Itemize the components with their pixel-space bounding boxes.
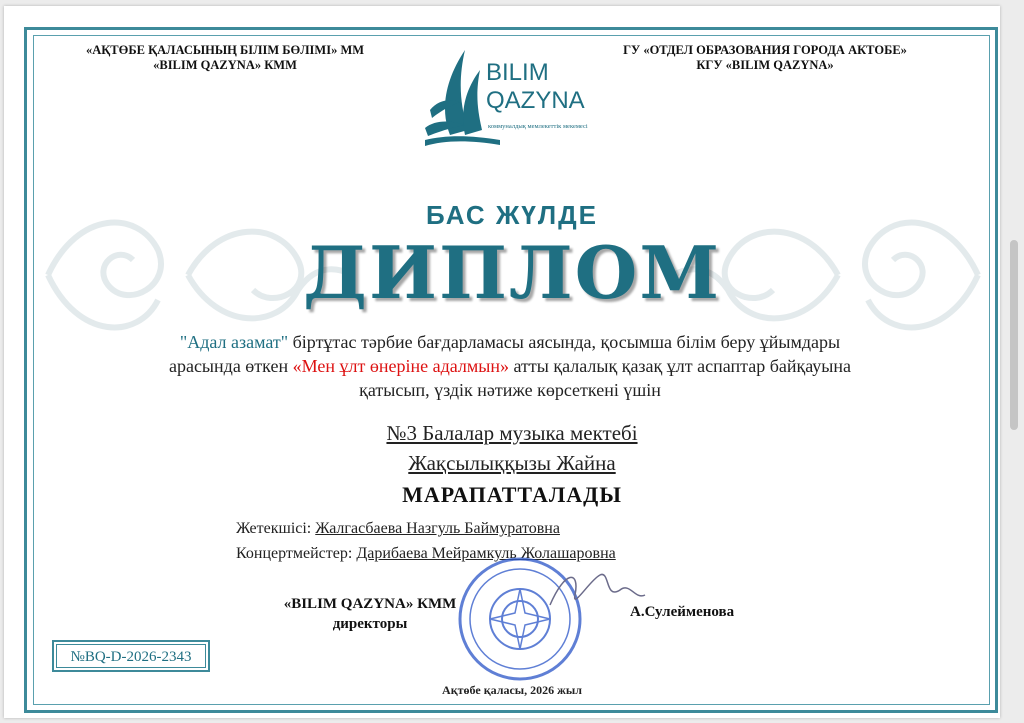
director-name: А.Сулейменова	[630, 604, 735, 620]
header-right	[590, 43, 940, 73]
body-part1: біртұтас тәрбие бағдарламасы аясында, қосымша білім беру ұйымдары арасында өткен	[168, 332, 841, 376]
school-line	[0, 421, 1024, 446]
signatory-org: «BILIM QAZYNA» КММ	[283, 596, 457, 612]
header-left	[60, 43, 390, 73]
award-text: МАРАПАТТАЛАДЫ	[402, 482, 622, 507]
header-left-line2: «BILIM QAZYNA» КММ	[153, 58, 297, 72]
diploma-title: ДИПЛОМ	[302, 230, 722, 315]
mentor-name: Жалгасбаева Назгуль Баймуратовна	[315, 520, 560, 537]
diploma-body-text	[150, 330, 870, 402]
signatory-role: директоры	[332, 616, 408, 632]
header-right-line2: КГУ «BILIM QAZYNA»	[696, 58, 834, 72]
logo-word-qazyna: QAZYNA	[486, 87, 585, 114]
accompanist-name: Дарибаева Мейрамкуль Жолашаровна	[356, 545, 616, 562]
contest-name: «Мен ұлт өнеріне адалмын»	[292, 356, 509, 376]
mentor-label: Жетекшісі:	[236, 520, 312, 537]
diploma-subtitle: БАС ЖҮЛДЕ	[426, 200, 598, 230]
certificate-number: №BQ-D-2026-2343	[56, 644, 206, 668]
student-name: Жақсылыққызы Жайна	[408, 451, 616, 475]
city-year: Ақтөбе қаласы, 2026 жыл	[442, 683, 582, 697]
header-left-line1: «АҚТӨБЕ ҚАЛАСЫНЫҢ БІЛІМ БӨЛІМІ» ММ	[85, 43, 365, 57]
header-right-line1: ГУ «ОТДЕЛ ОБРАЗОВАНИЯ ГОРОДА АКТОБЕ»	[623, 43, 907, 57]
school-name: №3 Балалар музыка мектебі	[386, 421, 638, 445]
bilim-qazyna-logo	[420, 40, 600, 150]
accompanist-label: Концертмейстер:	[236, 545, 353, 562]
logo-word-bilim: BILIM	[486, 59, 549, 86]
mentor-line	[236, 520, 560, 538]
body-part2: атты қалалық қазақ ұлт аспаптар байқауына қатысып, үздік нәтиже көрсеткені үшін	[359, 356, 852, 400]
program-name: "Адал азамат"	[179, 332, 289, 352]
vertical-scrollbar[interactable]	[1010, 240, 1018, 430]
certificate-number-box	[52, 640, 210, 672]
logo-tagline: коммуналдық мемлекеттік мекемесі	[488, 123, 588, 130]
student-line	[0, 451, 1024, 476]
